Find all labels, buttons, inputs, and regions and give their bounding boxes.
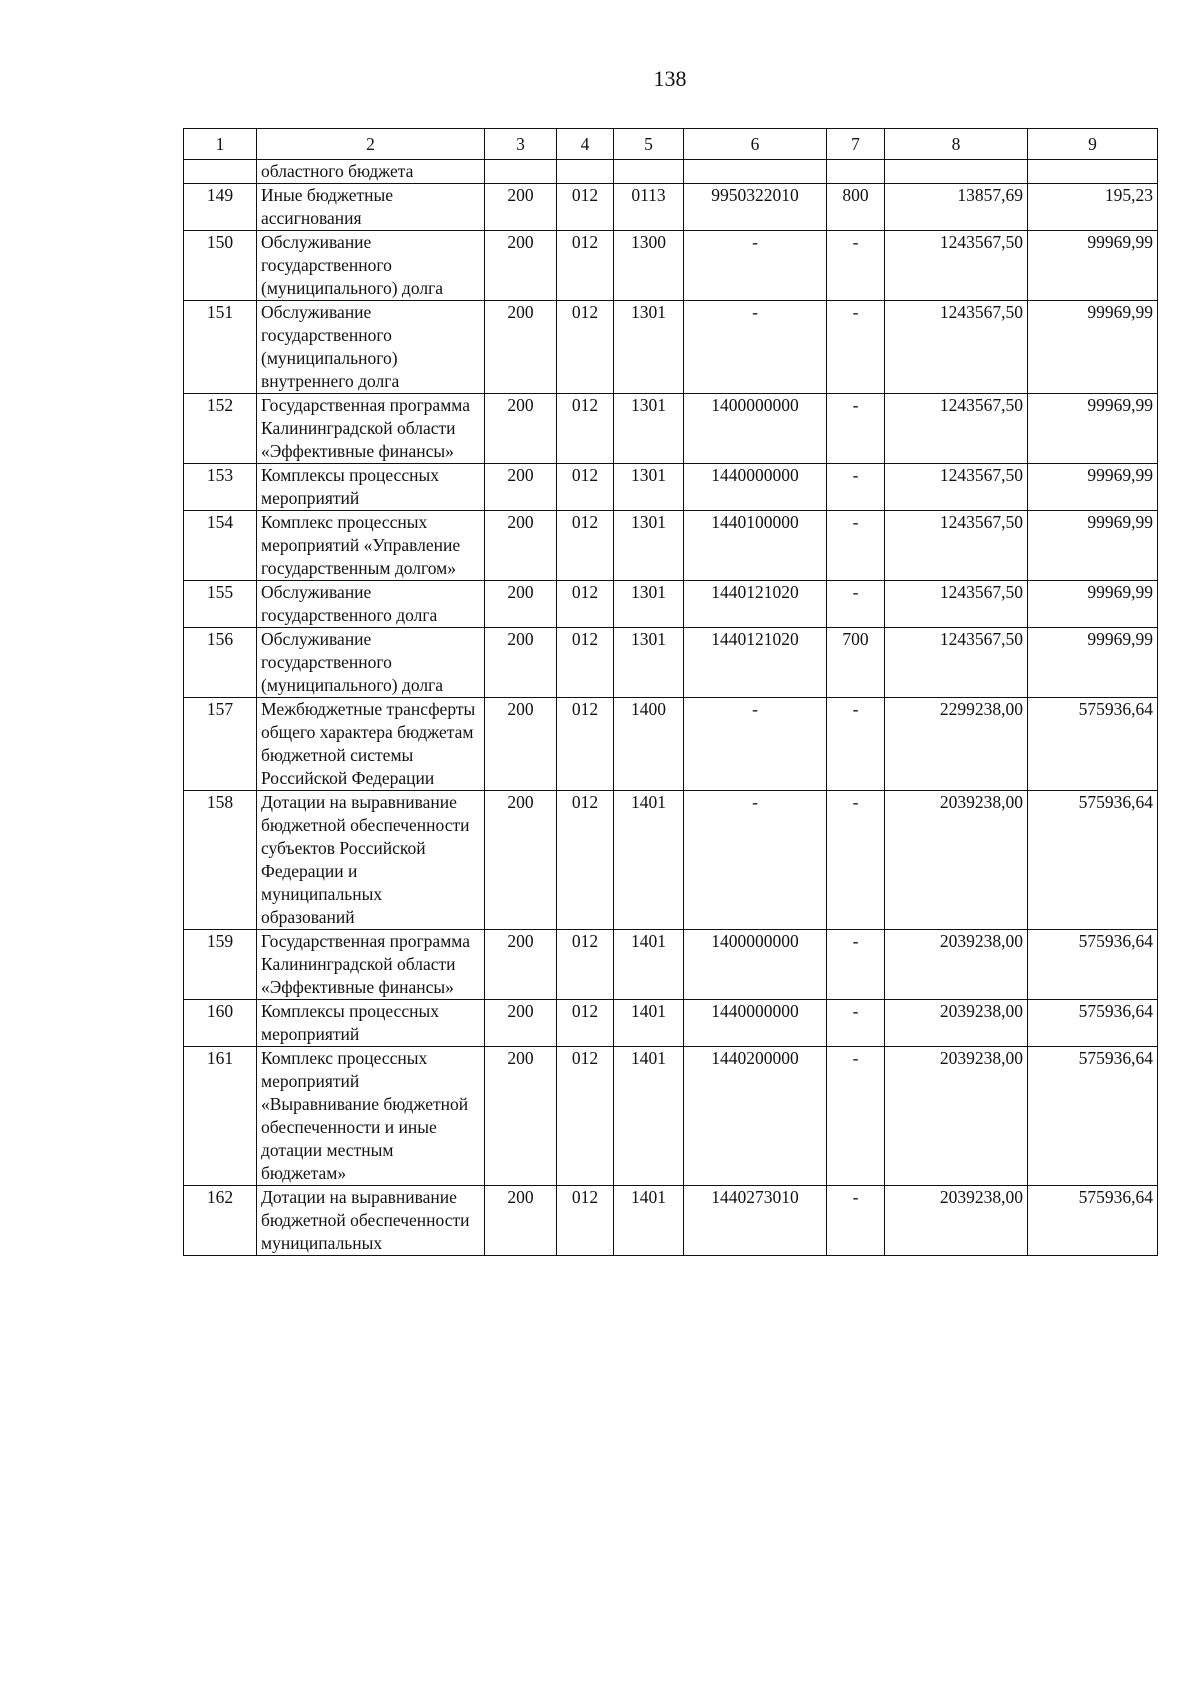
col4-code: 012	[557, 184, 614, 231]
row-name: Межбюджетные трансферты общего характера бюджетам бюджетной системы Российской Федерации	[257, 698, 485, 791]
col3-code: 200	[485, 1000, 557, 1047]
row-number: 157	[184, 698, 257, 791]
column-header-6: 6	[684, 129, 827, 160]
column-header-2: 2	[257, 129, 485, 160]
col9-amount: 575936,64	[1028, 930, 1158, 1000]
row-name: Обслуживание государственного долга	[257, 581, 485, 628]
col9-amount	[1028, 160, 1158, 184]
table-row	[184, 628, 1158, 698]
col5-section: 1401	[614, 1047, 684, 1186]
col6-target: 1400000000	[684, 930, 827, 1000]
col4-code: 012	[557, 791, 614, 930]
col6-target: 1440200000	[684, 1047, 827, 1186]
row-number: 155	[184, 581, 257, 628]
col4-code: 012	[557, 301, 614, 394]
col3-code: 200	[485, 184, 557, 231]
col7-type	[827, 160, 885, 184]
col8-amount: 2039238,00	[885, 1186, 1028, 1256]
column-header-9: 9	[1028, 129, 1158, 160]
col3-code: 200	[485, 698, 557, 791]
col3-code: 200	[485, 394, 557, 464]
row-name: Обслуживание государственного (муниципального) внутреннего долга	[257, 301, 485, 394]
col7-type: -	[827, 1000, 885, 1047]
col4-code: 012	[557, 628, 614, 698]
col5-section: 1401	[614, 930, 684, 1000]
row-number: 162	[184, 1186, 257, 1256]
col3-code: 200	[485, 511, 557, 581]
col8-amount: 2039238,00	[885, 791, 1028, 930]
table-row	[184, 1186, 1158, 1256]
col5-section: 1401	[614, 1000, 684, 1047]
col6-target: -	[684, 791, 827, 930]
col3-code: 200	[485, 930, 557, 1000]
row-number: 150	[184, 231, 257, 301]
col6-target: 1440000000	[684, 464, 827, 511]
table-row	[184, 698, 1158, 791]
col5-section	[614, 160, 684, 184]
col5-section: 1300	[614, 231, 684, 301]
row-number: 158	[184, 791, 257, 930]
col5-section: 1301	[614, 301, 684, 394]
page-number: 138	[653, 66, 687, 91]
col8-amount: 1243567,50	[885, 394, 1028, 464]
col4-code: 012	[557, 581, 614, 628]
col6-target: 1440100000	[684, 511, 827, 581]
table-row	[184, 581, 1158, 628]
header-row	[184, 129, 1158, 160]
col8-amount: 2039238,00	[885, 1000, 1028, 1047]
col5-section: 1401	[614, 791, 684, 930]
table-row	[184, 791, 1158, 930]
budget-table	[183, 128, 1158, 1256]
col3-code: 200	[485, 464, 557, 511]
row-name: Комплекс процессных мероприятий «Управление государственным долгом»	[257, 511, 485, 581]
row-number: 153	[184, 464, 257, 511]
col4-code: 012	[557, 231, 614, 301]
row-number: 161	[184, 1047, 257, 1186]
col5-section: 1400	[614, 698, 684, 791]
col5-section: 1301	[614, 464, 684, 511]
column-header-7: 7	[827, 129, 885, 160]
column-header-1: 1	[184, 129, 257, 160]
col3-code: 200	[485, 1186, 557, 1256]
col3-code: 200	[485, 301, 557, 394]
table-row	[184, 184, 1158, 231]
col4-code: 012	[557, 698, 614, 791]
col4-code	[557, 160, 614, 184]
col9-amount: 575936,64	[1028, 791, 1158, 930]
col6-target: -	[684, 231, 827, 301]
col7-type: -	[827, 791, 885, 930]
col3-code: 200	[485, 581, 557, 628]
row-number: 152	[184, 394, 257, 464]
col7-type: -	[827, 698, 885, 791]
col6-target: -	[684, 698, 827, 791]
row-number: 159	[184, 930, 257, 1000]
row-number: 149	[184, 184, 257, 231]
row-name: Дотации на выравнивание бюджетной обеспеченности муниципальных	[257, 1186, 485, 1256]
col8-amount: 2039238,00	[885, 1047, 1028, 1186]
table-row	[184, 511, 1158, 581]
col9-amount: 99969,99	[1028, 511, 1158, 581]
col6-target	[684, 160, 827, 184]
col7-type: -	[827, 1047, 885, 1186]
col9-amount: 99969,99	[1028, 581, 1158, 628]
col7-type: -	[827, 231, 885, 301]
row-name: Обслуживание государственного (муниципального) долга	[257, 231, 485, 301]
col9-amount: 99969,99	[1028, 394, 1158, 464]
column-header-3: 3	[485, 129, 557, 160]
column-header-4: 4	[557, 129, 614, 160]
col9-amount: 99969,99	[1028, 464, 1158, 511]
col3-code: 200	[485, 791, 557, 930]
col9-amount: 575936,64	[1028, 1186, 1158, 1256]
col4-code: 012	[557, 464, 614, 511]
row-name: Комплексы процессных мероприятий	[257, 464, 485, 511]
col4-code: 012	[557, 511, 614, 581]
col6-target: 9950322010	[684, 184, 827, 231]
col3-code	[485, 160, 557, 184]
col6-target: 1440121020	[684, 628, 827, 698]
row-name: областного бюджета	[257, 160, 485, 184]
col3-code: 200	[485, 1047, 557, 1186]
col3-code: 200	[485, 628, 557, 698]
col8-amount: 1243567,50	[885, 581, 1028, 628]
column-header-8: 8	[885, 129, 1028, 160]
col7-type: -	[827, 930, 885, 1000]
col8-amount: 1243567,50	[885, 301, 1028, 394]
table-row	[184, 1047, 1158, 1186]
row-name: Комплекс процессных мероприятий «Выравнивание бюджетной обеспеченности и иные дотации местным бюджетам»	[257, 1047, 485, 1186]
col8-amount: 1243567,50	[885, 511, 1028, 581]
col4-code: 012	[557, 1000, 614, 1047]
col7-type: -	[827, 581, 885, 628]
table-row	[184, 930, 1158, 1000]
table-row	[184, 394, 1158, 464]
row-number: 156	[184, 628, 257, 698]
col8-amount: 2039238,00	[885, 930, 1028, 1000]
row-number: 160	[184, 1000, 257, 1047]
row-number: 154	[184, 511, 257, 581]
row-name: Государственная программа Калининградской области «Эффективные финансы»	[257, 394, 485, 464]
col3-code: 200	[485, 231, 557, 301]
col5-section: 1301	[614, 511, 684, 581]
table-row	[184, 301, 1158, 394]
col9-amount: 575936,64	[1028, 698, 1158, 791]
row-name: Государственная программа Калининградской области «Эффективные финансы»	[257, 930, 485, 1000]
col8-amount: 13857,69	[885, 184, 1028, 231]
col8-amount	[885, 160, 1028, 184]
row-name: Комплексы процессных мероприятий	[257, 1000, 485, 1047]
col9-amount: 99969,99	[1028, 628, 1158, 698]
table-row	[184, 160, 1158, 184]
table-row	[184, 1000, 1158, 1047]
col9-amount: 575936,64	[1028, 1047, 1158, 1186]
col7-type: -	[827, 511, 885, 581]
col8-amount: 1243567,50	[885, 231, 1028, 301]
col5-section: 1401	[614, 1186, 684, 1256]
column-header-5: 5	[614, 129, 684, 160]
col7-type: -	[827, 301, 885, 394]
col8-amount: 2299238,00	[885, 698, 1028, 791]
col5-section: 1301	[614, 394, 684, 464]
row-number	[184, 160, 257, 184]
col7-type: 700	[827, 628, 885, 698]
col4-code: 012	[557, 1186, 614, 1256]
row-name: Иные бюджетные ассигнования	[257, 184, 485, 231]
col5-section: 1301	[614, 628, 684, 698]
table-header	[184, 129, 1158, 160]
col4-code: 012	[557, 1047, 614, 1186]
col7-type: -	[827, 394, 885, 464]
col6-target: 1440273010	[684, 1186, 827, 1256]
table-row	[184, 464, 1158, 511]
col9-amount: 99969,99	[1028, 231, 1158, 301]
col5-section: 1301	[614, 581, 684, 628]
col6-target: 1400000000	[684, 394, 827, 464]
col5-section: 0113	[614, 184, 684, 231]
row-number: 151	[184, 301, 257, 394]
col6-target: -	[684, 301, 827, 394]
row-name: Дотации на выравнивание бюджетной обеспеченности субъектов Российской Федерации и муниципальных образований	[257, 791, 485, 930]
col7-type: 800	[827, 184, 885, 231]
table-row	[184, 231, 1158, 301]
col6-target: 1440000000	[684, 1000, 827, 1047]
table-body	[184, 160, 1158, 1256]
col7-type: -	[827, 1186, 885, 1256]
row-name: Обслуживание государственного (муниципального) долга	[257, 628, 485, 698]
col9-amount: 99969,99	[1028, 301, 1158, 394]
col8-amount: 1243567,50	[885, 464, 1028, 511]
col7-type: -	[827, 464, 885, 511]
col4-code: 012	[557, 394, 614, 464]
col9-amount: 195,23	[1028, 184, 1158, 231]
col9-amount: 575936,64	[1028, 1000, 1158, 1047]
col4-code: 012	[557, 930, 614, 1000]
col6-target: 1440121020	[684, 581, 827, 628]
col8-amount: 1243567,50	[885, 628, 1028, 698]
